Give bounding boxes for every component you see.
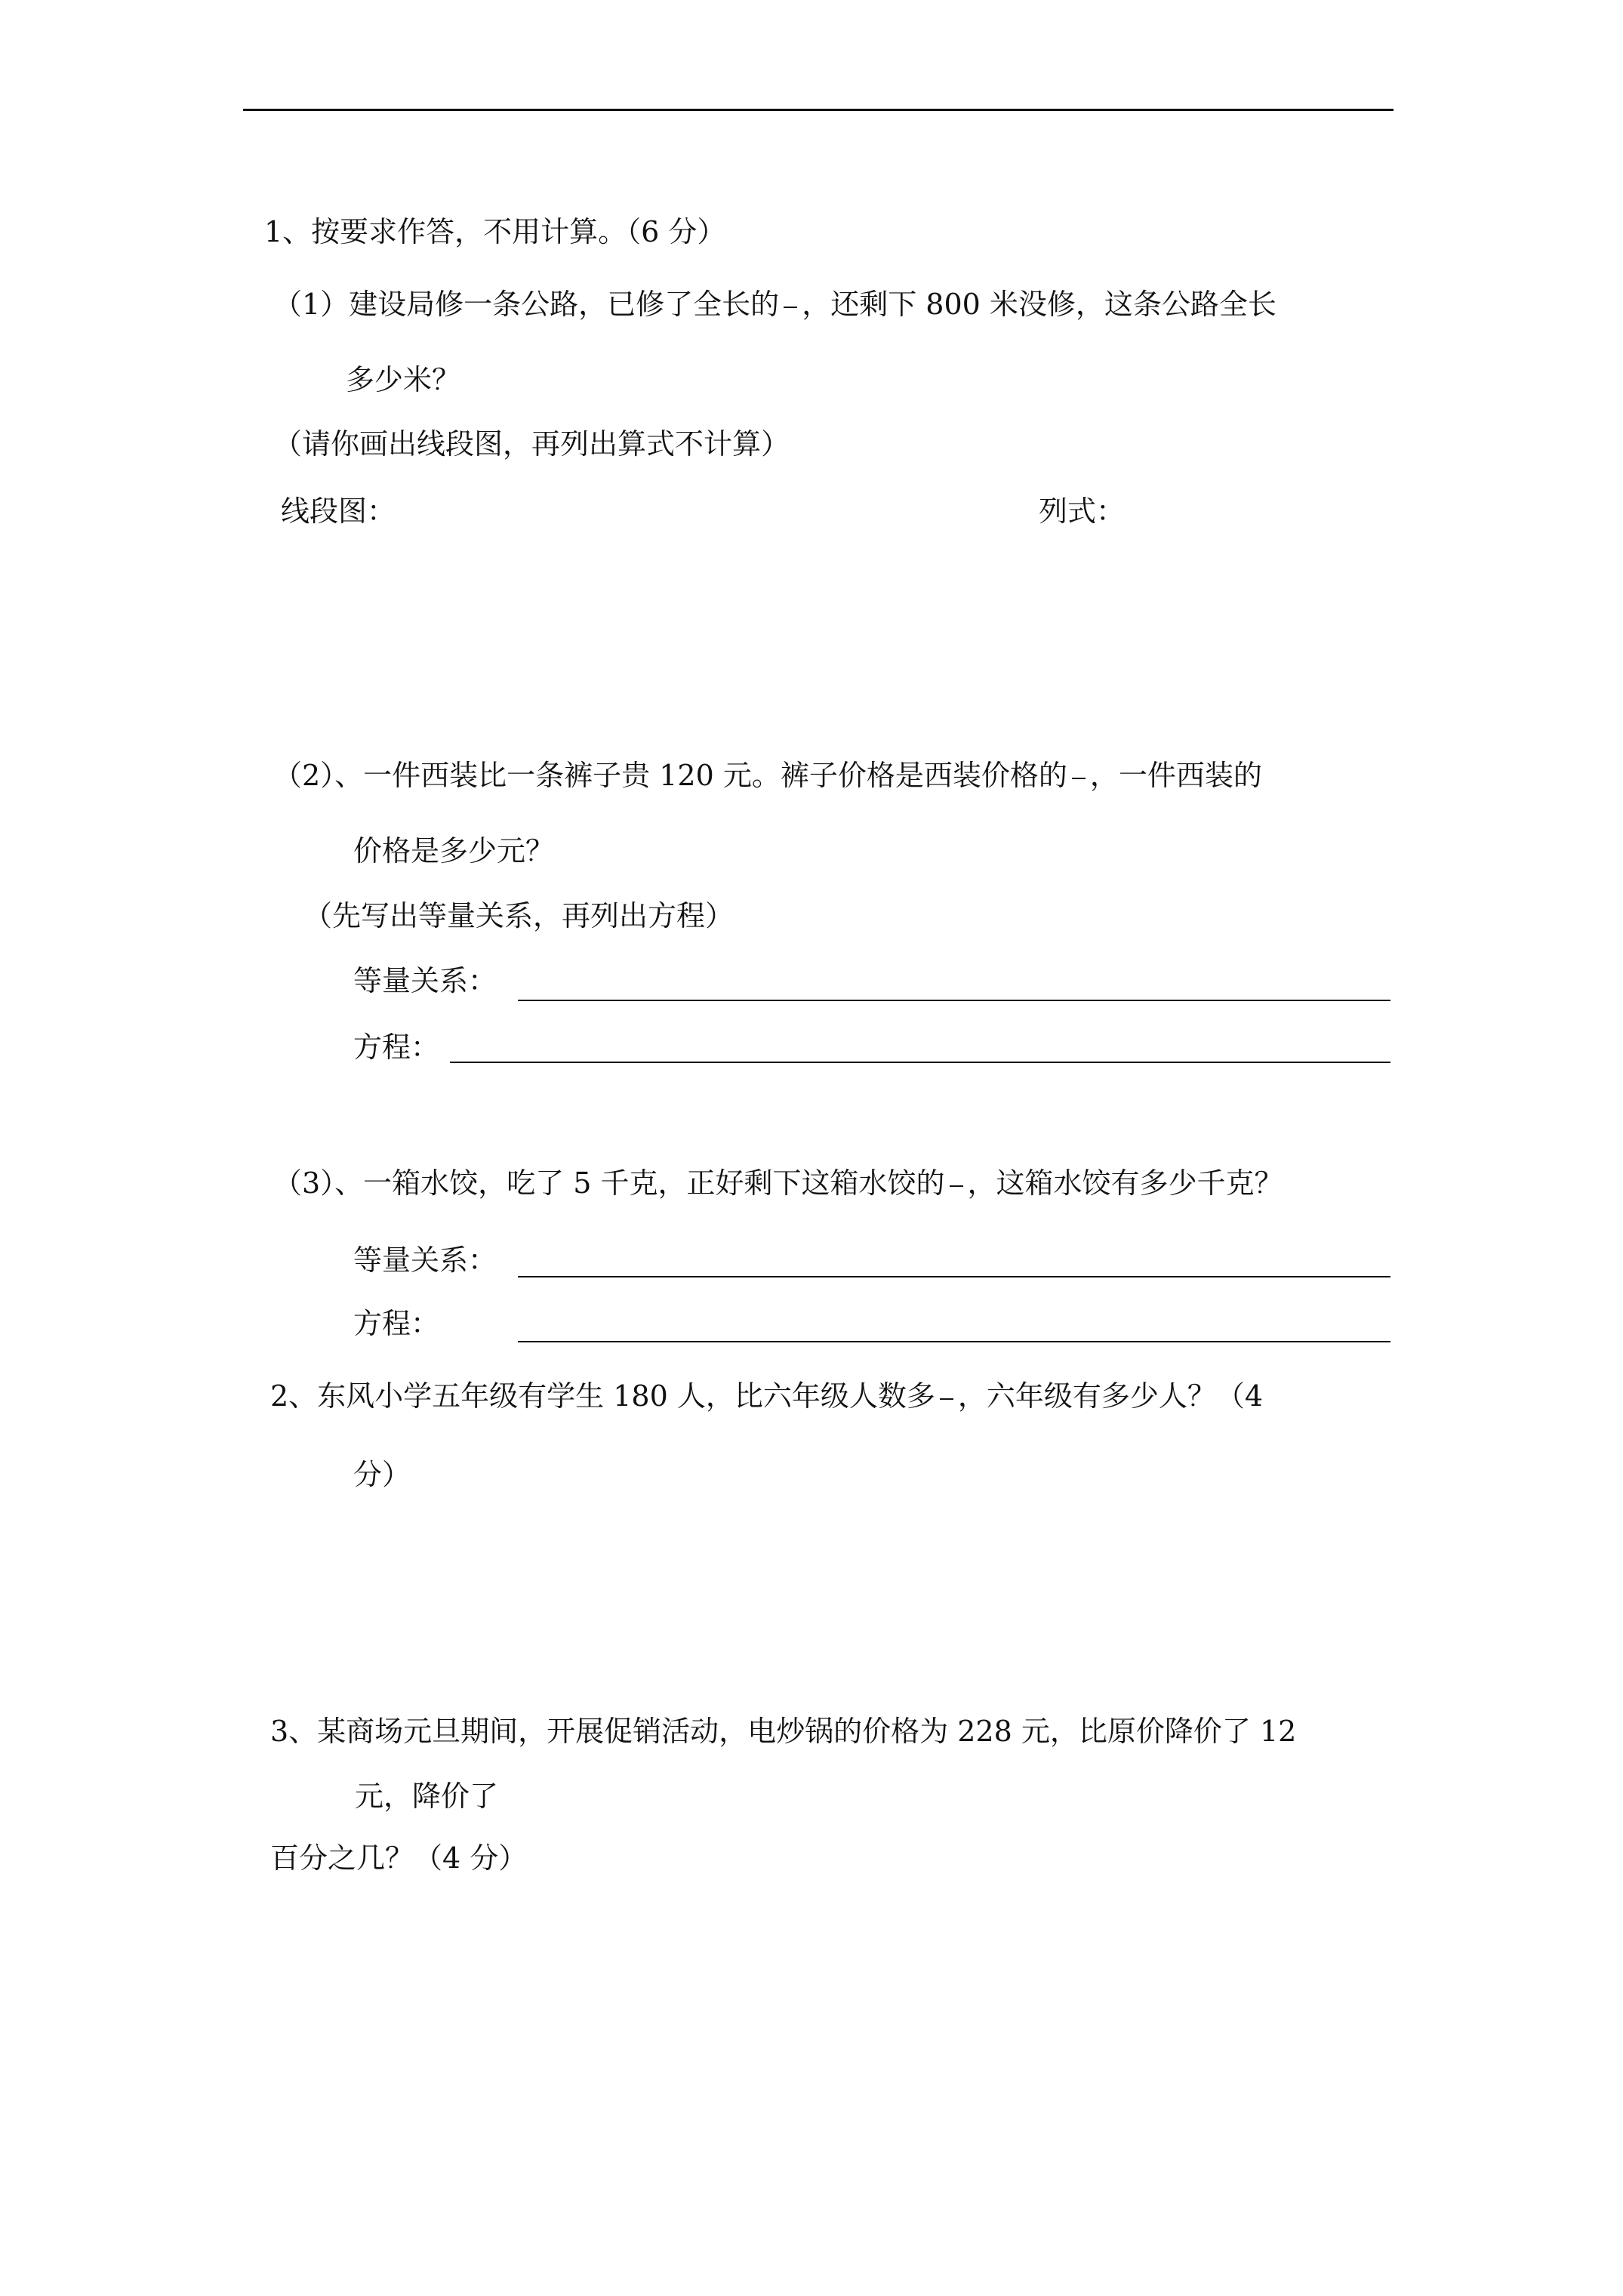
fraction-mark xyxy=(950,1185,963,1187)
q1-p3-equation-blank[interactable] xyxy=(518,1341,1390,1342)
q1-p1-diagram-label: 线段图： xyxy=(281,495,396,528)
q1-p2-line1 xyxy=(273,757,1262,794)
q1-p2-relation-blank[interactable] xyxy=(518,1000,1390,1001)
q2-text-after: ，六年级有多少人？（4 xyxy=(957,1379,1264,1413)
q2-text-before: 2、东风小学五年级有学生 180 人，比六年级人数多 xyxy=(270,1379,935,1413)
q1-p3-relation-blank[interactable] xyxy=(518,1276,1390,1277)
q1-p1-line1 xyxy=(273,285,1277,323)
q1-p2-relation-label: 等量关系： xyxy=(353,964,497,997)
q2-line1 xyxy=(270,1377,1263,1415)
q3-line2: 元，降价了 xyxy=(355,1780,499,1813)
header-rule xyxy=(243,109,1394,111)
q1-p2-equation-label: 方程： xyxy=(353,1031,440,1064)
q1-p1-text-before: （1）建设局修一条公路，已修了全长的 xyxy=(273,288,780,321)
q1-p3-text-after: ，这箱水饺有多少千克？ xyxy=(967,1166,1283,1200)
q3-line1: 3、某商场元旦期间，开展促销活动，电炒锅的价格为 228 元，比原价降价了 12 xyxy=(270,1715,1297,1748)
q1-p1-text-after: ，还剩下 800 米没修，这条公路全长 xyxy=(802,288,1277,321)
fraction-mark xyxy=(940,1398,953,1400)
q3-line3: 百分之几？（4 分） xyxy=(270,1841,528,1875)
q1-p2-instruction: （先写出等量关系，再列出方程） xyxy=(303,899,735,932)
q1-p2-equation-blank[interactable] xyxy=(450,1062,1390,1063)
q1-p2-text-after: ，一件西装的 xyxy=(1089,759,1262,792)
q2-line2: 分） xyxy=(353,1458,411,1491)
fraction-mark xyxy=(784,307,797,308)
q1-p2-text-before: （2）、一件西装比一条裤子贵 120 元。裤子价格是西装价格的 xyxy=(273,759,1067,792)
q1-p1-formula-label: 列式： xyxy=(1039,495,1126,528)
q1-heading: 1、按要求作答，不用计算。（6 分） xyxy=(264,215,726,248)
q1-p1-line2: 多少米？ xyxy=(346,363,461,396)
q1-p3-relation-label: 等量关系： xyxy=(353,1244,497,1277)
q1-p3-text-before: （3）、一箱水饺，吃了 5 千克，正好剩下这箱水饺的 xyxy=(273,1166,945,1200)
fraction-mark xyxy=(1072,778,1086,779)
q1-p3-equation-label: 方程： xyxy=(353,1307,440,1340)
q1-p1-instruction: （请你画出线段图，再列出算式不计算） xyxy=(273,427,790,461)
q1-p2-line2: 价格是多少元？ xyxy=(353,834,555,868)
q1-p3-line1 xyxy=(273,1164,1283,1202)
